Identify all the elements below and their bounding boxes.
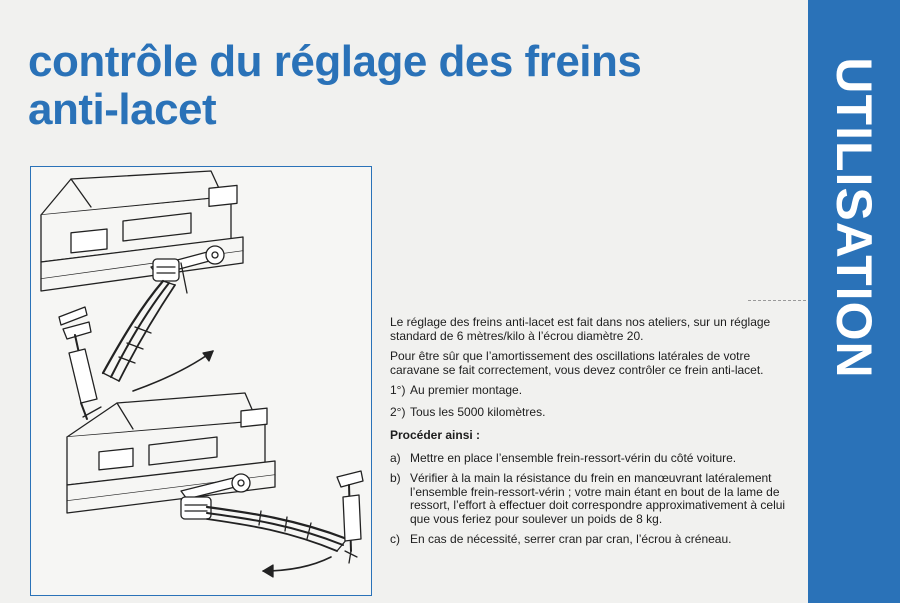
page-title — [28, 38, 641, 134]
procedure-heading: Procéder ainsi : — [390, 428, 481, 442]
procedure-step — [390, 472, 795, 526]
page-title-line-1: contrôle du réglage des freins — [28, 37, 642, 86]
list-item-number: 2°) — [390, 404, 406, 419]
upper-car-drawing — [41, 171, 243, 419]
step-text: Mettre en place l’ensemble frein-ressort-vérin du côté voiture. — [410, 450, 737, 465]
step-text: Vérifier à la main la résistance du frein en manœuvrant latéralement l’ensemble frein-ressort-vérin ; votre main étant en bout de la lame de ressort, l’effort à effectuer doit correspondre approximativement à celui que vous feriez pour soulever un poids de 8 kg. — [410, 471, 786, 526]
list-item-text: Au premier montage. — [410, 383, 523, 397]
step-letter: b) — [390, 471, 401, 485]
page-title-line-2: anti-lacet — [28, 85, 217, 134]
procedure-step — [390, 452, 795, 466]
towbar-spring-brake-illustration-icon — [31, 167, 371, 595]
divider — [748, 300, 806, 301]
list-item-text: Tous les 5000 kilomètres. — [410, 404, 546, 419]
step-letter: c) — [390, 532, 400, 546]
list-item-number: 1°) — [390, 383, 406, 397]
list-item — [390, 384, 795, 398]
procedure-step — [390, 533, 795, 547]
intro-paragraph-2: Pour être sûr que l’amortissement des oscillations latérales de votre caravane se fait correctement, vous devez contrôler ce frein anti-lacet. — [390, 349, 764, 377]
lower-car-drawing — [67, 393, 363, 577]
section-sidebar — [808, 0, 900, 603]
instructions-text — [390, 316, 795, 554]
illustration-frame — [30, 166, 372, 596]
step-letter: a) — [390, 450, 401, 465]
section-label: UTILISATION — [826, 57, 882, 379]
list-item — [390, 406, 795, 420]
intro-paragraph-1: Le réglage des freins anti-lacet est fait dans nos ateliers, sur un réglage standard de 6 mètres/kilo à l’écrou diamètre 20. — [390, 315, 771, 343]
step-text: En cas de nécessité, serrer cran par cran, l’écrou à créneau. — [410, 532, 732, 546]
